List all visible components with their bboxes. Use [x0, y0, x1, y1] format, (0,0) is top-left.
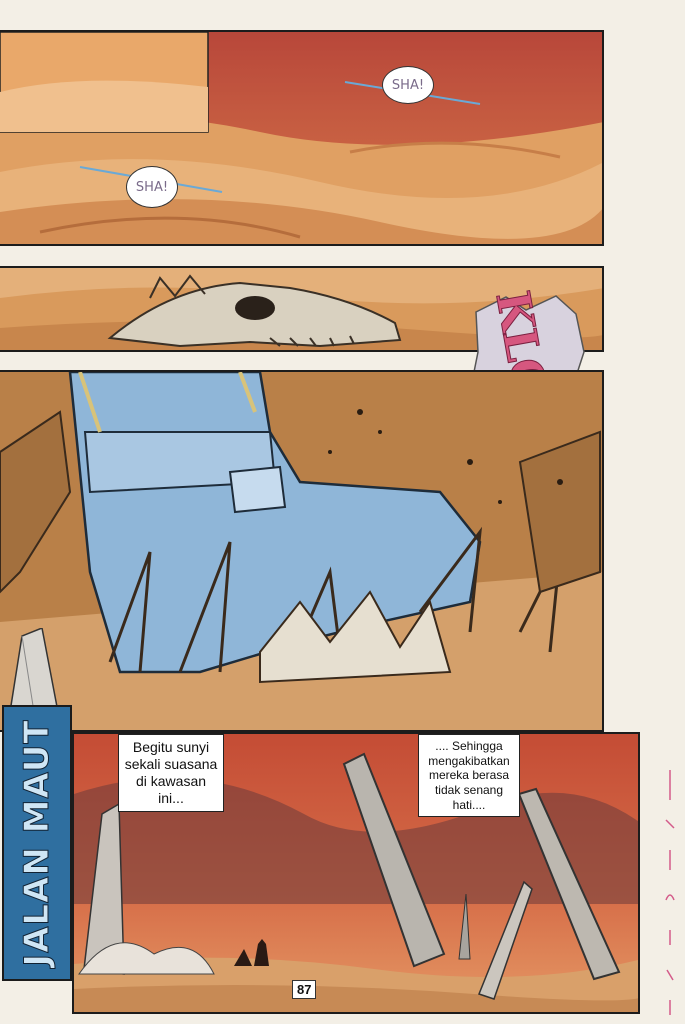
- panel-foot-crush: [0, 370, 604, 732]
- caption-right: .... Sehingga mengakibatkan mereka berasa tidak senang hati....: [418, 734, 520, 817]
- panel-desert-sky: [0, 30, 604, 246]
- caption-left: Begitu sunyi sekali suasana di kawasan ini...: [118, 734, 224, 812]
- series-title-bar: [2, 705, 72, 981]
- sfx-sha-lower: SHA!: [126, 166, 178, 208]
- panel-monoliths: [72, 732, 640, 1014]
- page-number: 87: [292, 980, 316, 999]
- foot-crush-art: [0, 372, 604, 732]
- crystal-spike: [2, 628, 64, 712]
- sfx-sha-upper: SHA!: [382, 66, 434, 104]
- crystal-spike-art: [2, 628, 64, 712]
- series-title: JALAN MAUT: [17, 719, 57, 967]
- margin-pen-marks-art: [663, 770, 677, 1020]
- desert-sky-art: [0, 32, 604, 246]
- margin-pen-marks: [663, 770, 677, 1020]
